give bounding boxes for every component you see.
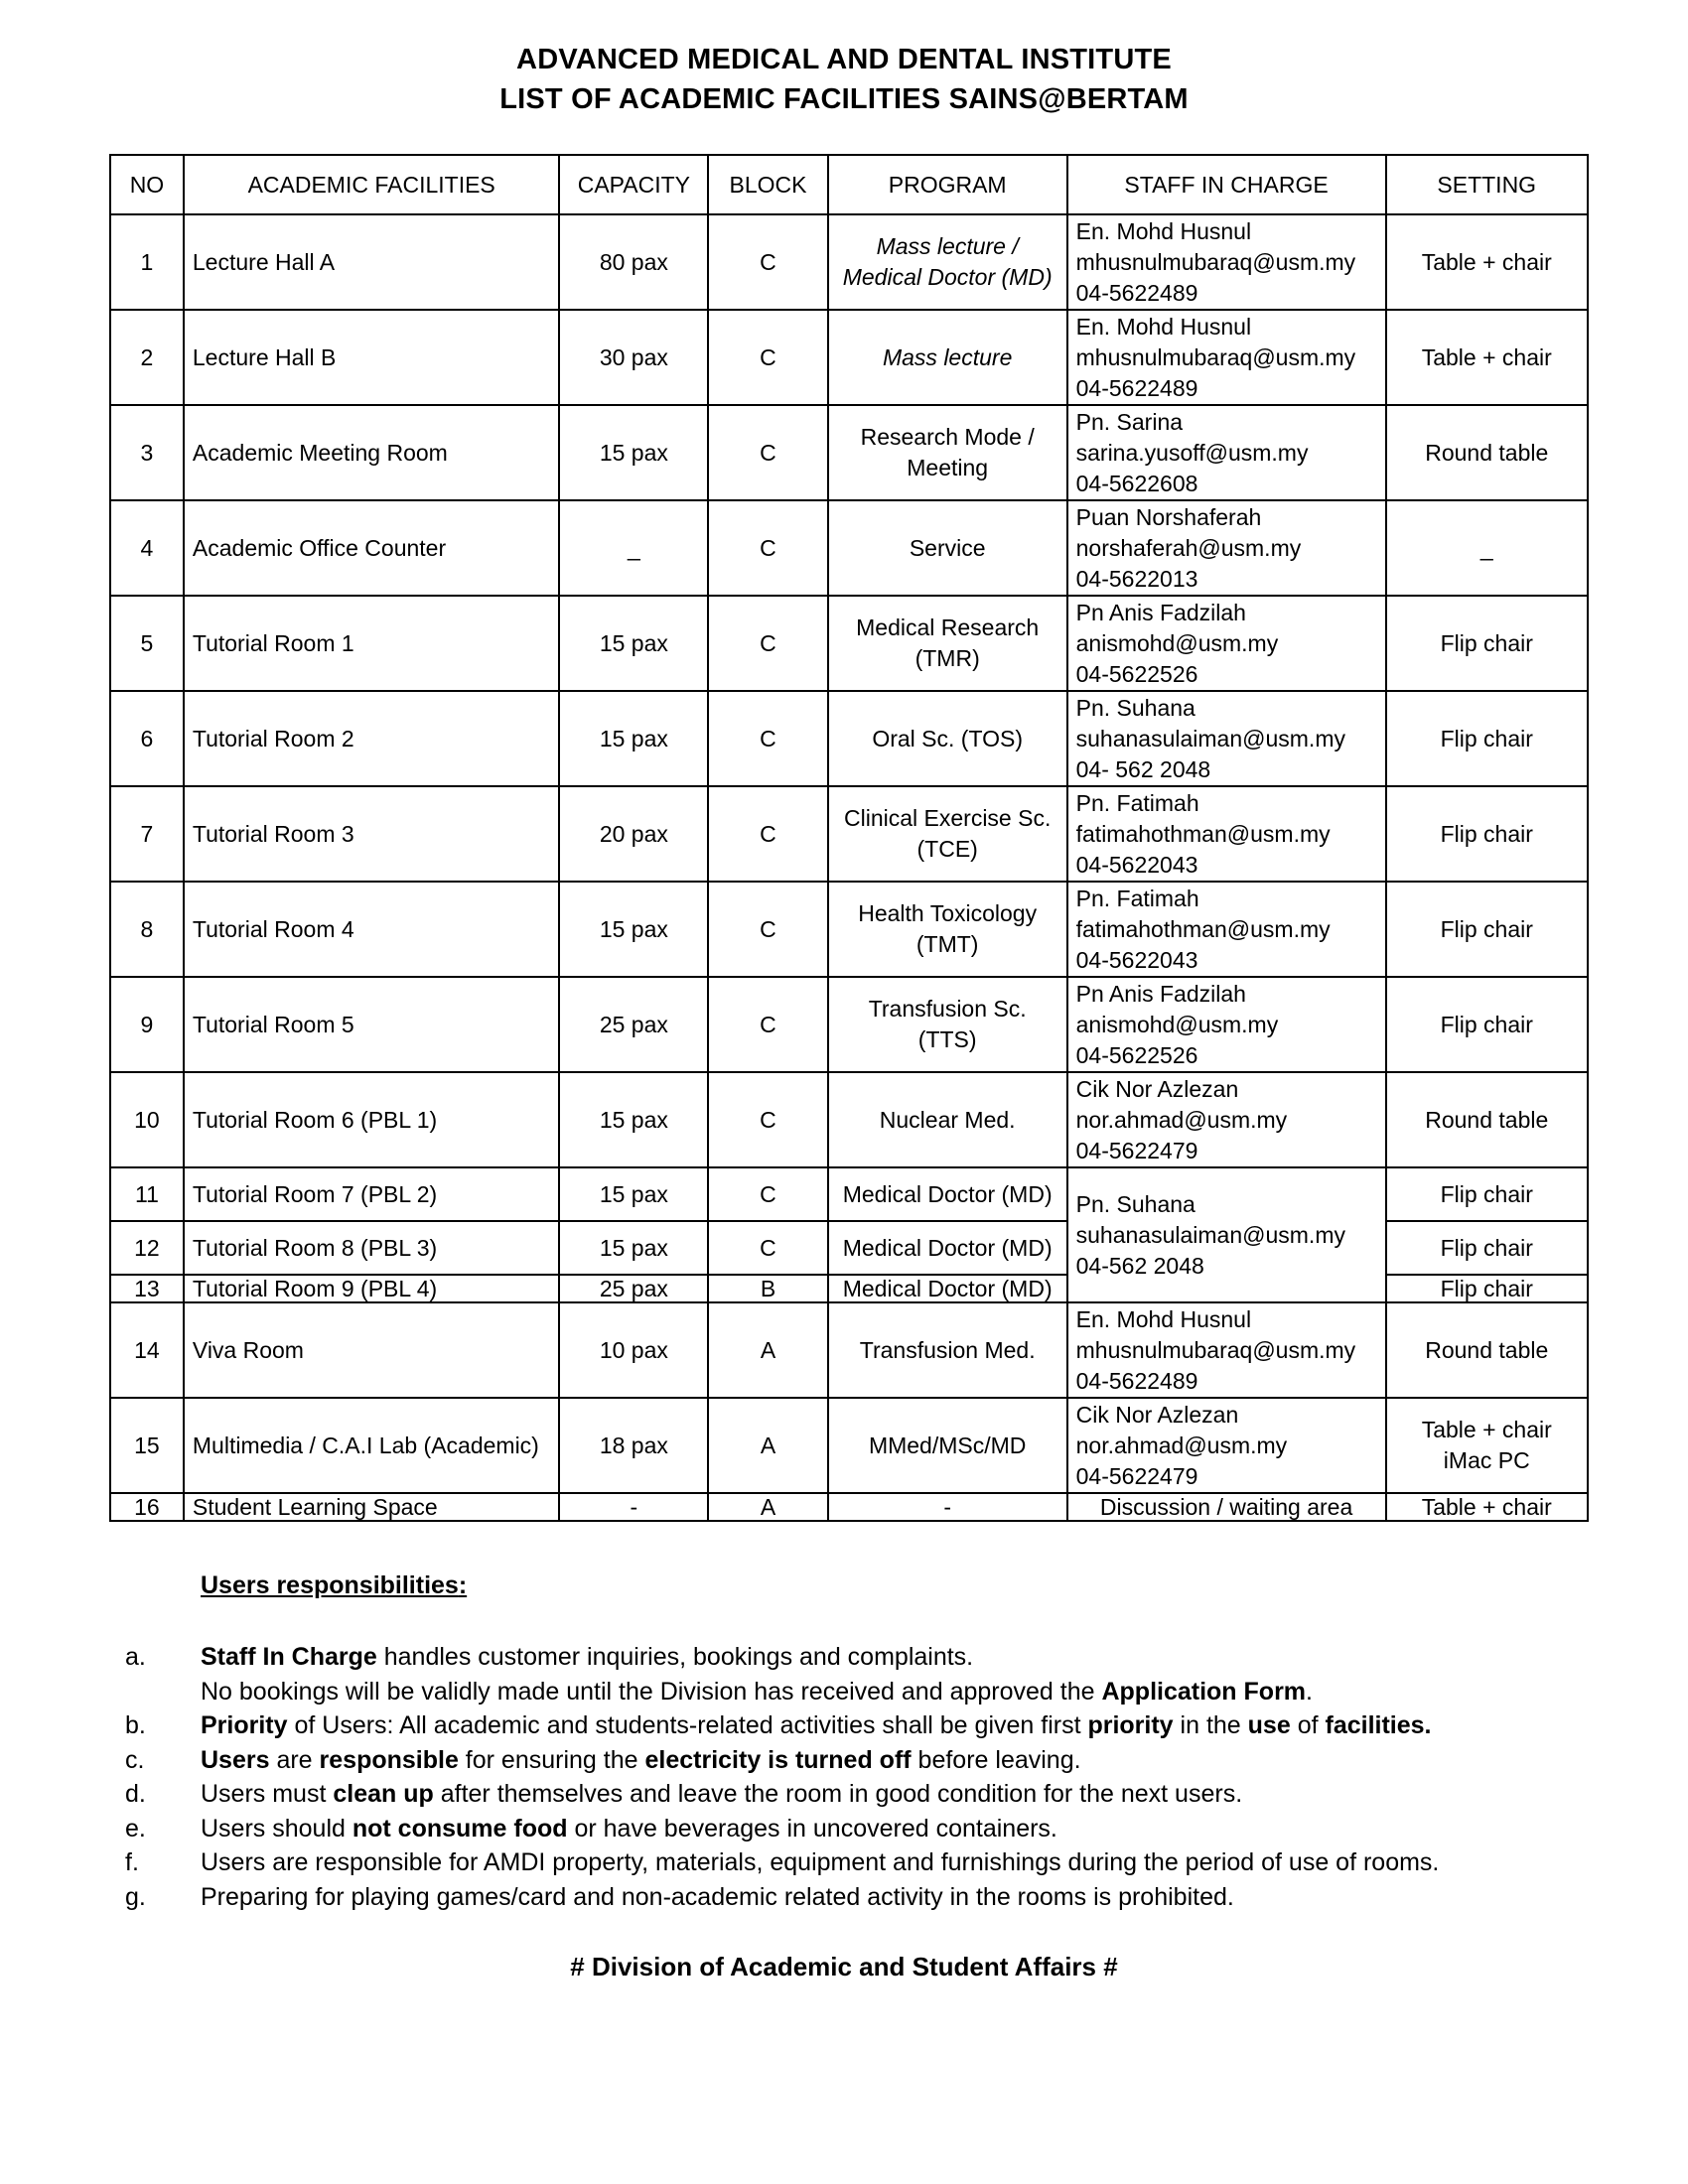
staff-in-charge-line: 04-5622479 [1075, 1137, 1198, 1163]
program-line: Oral Sc. (TOS) [872, 725, 1023, 751]
capacity: 20 pax [559, 786, 708, 882]
row-number: 4 [110, 500, 184, 596]
emphasis-text: Priority [201, 1711, 288, 1739]
emphasis-text: Staff In Charge [201, 1643, 377, 1671]
program-line: Mass lecture [882, 343, 1013, 370]
responsibility-item [125, 1708, 1595, 1743]
staff-in-charge-line: 04-5622526 [1075, 660, 1198, 687]
row-number: 5 [110, 596, 184, 691]
program-line: Transfusion Sc. [868, 996, 1027, 1022]
facility-name: Tutorial Room 6 (PBL 1) [184, 1072, 560, 1167]
responsibilities-list [125, 1640, 1595, 1914]
responsibility-text [201, 1880, 1595, 1915]
program-line: - [943, 1494, 951, 1520]
facility-name: Tutorial Room 1 [184, 596, 560, 691]
block: C [708, 596, 827, 691]
responsibilities-heading-text: Users responsibilities [201, 1571, 459, 1599]
staff-in-charge-line: Pn Anis Fadzilah [1075, 599, 1246, 625]
staff-in-charge-line: nor.ahmad@usm.my [1075, 1432, 1288, 1458]
emphasis-text: use [1247, 1711, 1291, 1739]
setting [1386, 214, 1589, 310]
staff-in-charge-line: anismohd@usm.my [1075, 629, 1279, 656]
capacity: 15 pax [559, 1167, 708, 1221]
setting [1386, 1275, 1589, 1302]
staff-in-charge-line: Pn. Fatimah [1075, 885, 1199, 911]
plain-text: Users must [201, 1780, 334, 1808]
table-row [110, 596, 1588, 691]
facility-name: Academic Office Counter [184, 500, 560, 596]
capacity: 10 pax [559, 1302, 708, 1398]
emphasis-text: not consume food [352, 1814, 568, 1843]
responsibility-marker: c. [125, 1745, 145, 1774]
staff-in-charge [1067, 405, 1386, 500]
table-row [110, 691, 1588, 786]
staff-in-charge-line: mhusnulmubaraq@usm.my [1075, 1336, 1356, 1363]
program [828, 1398, 1067, 1493]
capacity: 15 pax [559, 405, 708, 500]
capacity: 15 pax [559, 1072, 708, 1167]
setting [1386, 405, 1589, 500]
program [828, 1275, 1067, 1302]
responsibility-item [125, 1777, 1595, 1812]
block: C [708, 310, 827, 405]
program [828, 691, 1067, 786]
emphasis-text: Application Form [1101, 1677, 1307, 1706]
program [828, 977, 1067, 1072]
program-line: (TMT) [915, 931, 979, 957]
program-line: Medical Doctor (MD) [842, 264, 1053, 290]
program-line: Clinical Exercise Sc. [844, 805, 1052, 831]
setting-line: Flip chair [1440, 1011, 1533, 1037]
header-staff: STAFF IN CHARGE [1067, 155, 1386, 214]
setting-line: _ [1479, 534, 1493, 561]
plain-text: for ensuring the [458, 1745, 645, 1774]
capacity: 30 pax [559, 310, 708, 405]
facility-name: Viva Room [184, 1302, 560, 1398]
table-row [110, 500, 1588, 596]
plain-text: . [1306, 1677, 1313, 1706]
program [828, 596, 1067, 691]
staff-in-charge-line: Pn. Suhana [1075, 694, 1196, 721]
responsibility-text [201, 1708, 1595, 1743]
plain-text: handles customer inquiries, bookings and complaints. [376, 1643, 974, 1671]
staff-in-charge-line: sarina.yusoff@usm.my [1075, 439, 1309, 466]
staff-in-charge-line: fatimahothman@usm.my [1075, 820, 1331, 847]
block: A [708, 1493, 827, 1521]
setting [1386, 1493, 1589, 1521]
plain-text: of Users: All academic and students-related activities shall be given first [287, 1711, 1088, 1739]
staff-in-charge-line: mhusnulmubaraq@usm.my [1075, 248, 1356, 275]
responsibility-marker: f. [125, 1848, 139, 1876]
program [828, 1167, 1067, 1221]
emphasis-text: clean up [333, 1780, 434, 1808]
staff-in-charge-line: Puan Norshaferah [1075, 503, 1262, 530]
program [828, 405, 1067, 500]
staff-in-charge-line: 04-562 2048 [1075, 1252, 1204, 1279]
program-line: Mass lecture / [876, 233, 1019, 259]
staff-in-charge-line: 04-5622479 [1075, 1462, 1198, 1489]
setting [1386, 977, 1589, 1072]
staff-in-charge-line: Pn. Fatimah [1075, 789, 1199, 816]
header-setting: SETTING [1386, 155, 1589, 214]
table-row [110, 786, 1588, 882]
block: A [708, 1302, 827, 1398]
facility-name: Student Learning Space [184, 1493, 560, 1521]
row-number: 2 [110, 310, 184, 405]
staff-in-charge [1067, 786, 1386, 882]
facility-name: Academic Meeting Room [184, 405, 560, 500]
program-line: Medical Doctor (MD) [842, 1234, 1053, 1261]
staff-in-charge-line: En. Mohd Husnul [1075, 313, 1252, 340]
table-row [110, 1493, 1588, 1521]
setting-line: Flip chair [1440, 1234, 1533, 1261]
responsibility-marker: e. [125, 1814, 146, 1843]
setting-line: Round table [1425, 1336, 1549, 1363]
responsibilities-heading-colon: : [458, 1571, 468, 1599]
staff-in-charge [1067, 1302, 1386, 1398]
staff-in-charge-line: 04- 562 2048 [1075, 755, 1211, 782]
row-number: 6 [110, 691, 184, 786]
setting-line: Flip chair [1440, 1276, 1533, 1301]
plain-text: are [269, 1745, 320, 1774]
staff-in-charge-line: 04-5622526 [1075, 1041, 1198, 1068]
responsibility-text [201, 1845, 1595, 1880]
plain-text: or have beverages in uncovered containers. [567, 1814, 1057, 1843]
staff-in-charge-line: suhanasulaiman@usm.my [1075, 1221, 1345, 1248]
document-title: ADVANCED MEDICAL AND DENTAL INSTITUTE [516, 44, 1172, 75]
staff-in-charge-line: suhanasulaiman@usm.my [1075, 725, 1345, 751]
program-line: (TTS) [917, 1026, 977, 1052]
block: C [708, 691, 827, 786]
facility-name: Tutorial Room 2 [184, 691, 560, 786]
program [828, 1072, 1067, 1167]
program-line: Medical Doctor (MD) [842, 1276, 1053, 1301]
row-number: 7 [110, 786, 184, 882]
staff-in-charge-line: 04-5622608 [1075, 470, 1198, 496]
responsibility-item [125, 1640, 1595, 1708]
staff-in-charge [1067, 310, 1386, 405]
setting-line: Flip chair [1440, 1180, 1533, 1207]
program-line: Meeting [907, 455, 989, 480]
program [828, 882, 1067, 977]
staff-in-charge-line: 04-5622489 [1075, 374, 1198, 401]
table-row [110, 1167, 1588, 1221]
setting-line: Round table [1425, 439, 1549, 466]
program-line: Health Toxicology [858, 900, 1038, 926]
block: B [708, 1275, 827, 1302]
program-line: Service [909, 534, 986, 561]
capacity: 15 pax [559, 1221, 708, 1275]
setting-line: iMac PC [1443, 1447, 1530, 1473]
staff-in-charge [1067, 882, 1386, 977]
staff-in-charge [1067, 1167, 1386, 1302]
responsibility-item [125, 1880, 1595, 1915]
facility-name: Lecture Hall A [184, 214, 560, 310]
staff-in-charge-line: Pn Anis Fadzilah [1075, 980, 1246, 1007]
setting [1386, 786, 1589, 882]
staff-in-charge-line: Cik Nor Azlezan [1075, 1401, 1239, 1428]
setting [1386, 1072, 1589, 1167]
responsibility-marker: a. [125, 1643, 146, 1671]
setting-line: Flip chair [1440, 820, 1533, 847]
setting-line: Flip chair [1440, 629, 1533, 656]
capacity: 25 pax [559, 1275, 708, 1302]
program-line: Nuclear Med. [879, 1106, 1016, 1133]
row-number: 16 [110, 1493, 184, 1521]
emphasis-text: electricity is turned off [644, 1745, 912, 1774]
document-subtitle: LIST OF ACADEMIC FACILITIES SAINS@BERTAM [499, 83, 1189, 115]
staff-in-charge-line: 04-5622013 [1075, 565, 1198, 592]
facility-name: Tutorial Room 9 (PBL 4) [184, 1275, 560, 1302]
capacity: 15 pax [559, 596, 708, 691]
block: C [708, 405, 827, 500]
header-no: NO [110, 155, 184, 214]
emphasis-text: facilities. [1325, 1711, 1432, 1739]
program [828, 1302, 1067, 1398]
staff-in-charge [1067, 500, 1386, 596]
plain-text: Preparing for playing games/card and non-academic related activity in the rooms is prohibited. [201, 1882, 1234, 1911]
staff-in-charge-line: En. Mohd Husnul [1075, 1305, 1252, 1332]
staff-in-charge-line: anismohd@usm.my [1075, 1011, 1279, 1037]
row-number: 15 [110, 1398, 184, 1493]
header-facilities: ACADEMIC FACILITIES [184, 155, 560, 214]
plain-text: Users are responsible for AMDI property, materials, equipment and furnishings during the period of use of rooms. [201, 1848, 1440, 1876]
header-program: PROGRAM [828, 155, 1067, 214]
block: C [708, 1221, 827, 1275]
program-line: Research Mode / [860, 424, 1035, 450]
setting [1386, 500, 1589, 596]
plain-text: of [1290, 1711, 1326, 1739]
block: C [708, 882, 827, 977]
staff-in-charge-line: fatimahothman@usm.my [1075, 915, 1331, 942]
header-block: BLOCK [708, 155, 827, 214]
staff-in-charge [1067, 977, 1386, 1072]
row-number: 9 [110, 977, 184, 1072]
program-line: Transfusion Med. [859, 1336, 1036, 1363]
responsibility-item [125, 1812, 1595, 1846]
plain-text: No bookings will be validly made until the Division has received and approved the [201, 1677, 1102, 1706]
row-number: 8 [110, 882, 184, 977]
responsibility-item [125, 1845, 1595, 1880]
staff-in-charge [1067, 596, 1386, 691]
responsibility-marker: b. [125, 1711, 146, 1739]
facility-name: Tutorial Room 3 [184, 786, 560, 882]
staff-in-charge-line: 04-5622043 [1075, 851, 1198, 878]
capacity: 80 pax [559, 214, 708, 310]
table-row [110, 1302, 1588, 1398]
table-row [110, 882, 1588, 977]
plain-text: Users should [201, 1814, 352, 1843]
capacity: 25 pax [559, 977, 708, 1072]
setting-line: Table + chair [1421, 343, 1552, 370]
block: A [708, 1398, 827, 1493]
table-row [110, 1072, 1588, 1167]
row-number: 1 [110, 214, 184, 310]
program-line: (TCE) [916, 836, 978, 862]
staff-in-charge-line: mhusnulmubaraq@usm.my [1075, 343, 1356, 370]
setting [1386, 1167, 1589, 1221]
responsibility-text [201, 1675, 1595, 1709]
responsibility-text [201, 1640, 1595, 1675]
setting [1386, 1302, 1589, 1398]
capacity: 15 pax [559, 882, 708, 977]
responsibility-text [201, 1812, 1595, 1846]
capacity: _ [559, 500, 708, 596]
capacity: 15 pax [559, 691, 708, 786]
program [828, 786, 1067, 882]
program [828, 1493, 1067, 1521]
program [828, 500, 1067, 596]
staff-in-charge-line: Cik Nor Azlezan [1075, 1075, 1239, 1102]
table-body [110, 214, 1588, 1521]
program-line: (TMR) [914, 645, 980, 671]
setting-line: Table + chair [1421, 1417, 1552, 1442]
staff-in-charge [1067, 1398, 1386, 1493]
table-row [110, 214, 1588, 310]
responsibility-marker: d. [125, 1780, 146, 1808]
staff-in-charge-line: En. Mohd Husnul [1075, 217, 1252, 244]
row-number: 10 [110, 1072, 184, 1167]
block: C [708, 786, 827, 882]
block: C [708, 977, 827, 1072]
setting-line: Table + chair [1421, 1494, 1552, 1520]
setting [1386, 882, 1589, 977]
staff-in-charge [1067, 214, 1386, 310]
facility-name: Tutorial Room 8 (PBL 3) [184, 1221, 560, 1275]
program [828, 310, 1067, 405]
staff-in-charge-line: Pn. Suhana [1075, 1190, 1196, 1217]
setting [1386, 1398, 1589, 1493]
setting [1386, 310, 1589, 405]
table-row [110, 405, 1588, 500]
staff-in-charge-line: 04-5622489 [1075, 1367, 1198, 1394]
row-number: 14 [110, 1302, 184, 1398]
program-line: MMed/MSc/MD [868, 1432, 1027, 1458]
setting-line: Flip chair [1440, 725, 1533, 751]
facility-name: Lecture Hall B [184, 310, 560, 405]
header-capacity: CAPACITY [559, 155, 708, 214]
staff-in-charge-line: Discussion / waiting area [1099, 1494, 1353, 1520]
capacity: - [559, 1493, 708, 1521]
staff-in-charge-line: 04-5622489 [1075, 279, 1198, 306]
facility-name: Tutorial Room 7 (PBL 2) [184, 1167, 560, 1221]
emphasis-text: responsible [319, 1745, 459, 1774]
plain-text: after themselves and leave the room in good condition for the next users. [433, 1780, 1243, 1808]
setting [1386, 596, 1589, 691]
block: C [708, 500, 827, 596]
facility-name: Tutorial Room 5 [184, 977, 560, 1072]
staff-in-charge-line: nor.ahmad@usm.my [1075, 1106, 1288, 1133]
row-number: 12 [110, 1221, 184, 1275]
facilities-table [109, 154, 1589, 1522]
emphasis-text: Users [201, 1745, 270, 1774]
block: C [708, 1072, 827, 1167]
program [828, 214, 1067, 310]
responsibilities-heading [201, 1569, 467, 1603]
setting-line: Round table [1425, 1106, 1549, 1133]
staff-in-charge-line: 04-5622043 [1075, 946, 1198, 973]
block: C [708, 214, 827, 310]
program [828, 1221, 1067, 1275]
responsibility-text [201, 1743, 1595, 1778]
program-line: Medical Research [856, 614, 1040, 640]
staff-in-charge [1067, 1072, 1386, 1167]
staff-in-charge [1067, 1493, 1386, 1521]
staff-in-charge-line: Pn. Sarina [1075, 408, 1184, 435]
setting [1386, 1221, 1589, 1275]
program-line: Medical Doctor (MD) [842, 1180, 1053, 1207]
plain-text: before leaving. [911, 1745, 1081, 1774]
table-row [110, 1398, 1588, 1493]
plain-text: in the [1173, 1711, 1248, 1739]
responsibility-text [201, 1777, 1595, 1812]
staff-in-charge-line: norshaferah@usm.my [1075, 534, 1302, 561]
facility-name: Tutorial Room 4 [184, 882, 560, 977]
setting-line: Table + chair [1421, 248, 1552, 275]
table-header-row [110, 155, 1588, 214]
block: C [708, 1167, 827, 1221]
row-number: 11 [110, 1167, 184, 1221]
division-footer: # Division of Academic and Student Affairs # [570, 1952, 1118, 1981]
setting [1386, 691, 1589, 786]
table-row [110, 977, 1588, 1072]
setting-line: Flip chair [1440, 915, 1533, 942]
emphasis-text: priority [1087, 1711, 1174, 1739]
responsibility-marker: g. [125, 1882, 146, 1911]
responsibility-item [125, 1743, 1595, 1778]
table-row [110, 310, 1588, 405]
row-number: 13 [110, 1275, 184, 1302]
row-number: 3 [110, 405, 184, 500]
facility-name: Multimedia / C.A.I Lab (Academic) [184, 1398, 560, 1493]
capacity: 18 pax [559, 1398, 708, 1493]
staff-in-charge [1067, 691, 1386, 786]
